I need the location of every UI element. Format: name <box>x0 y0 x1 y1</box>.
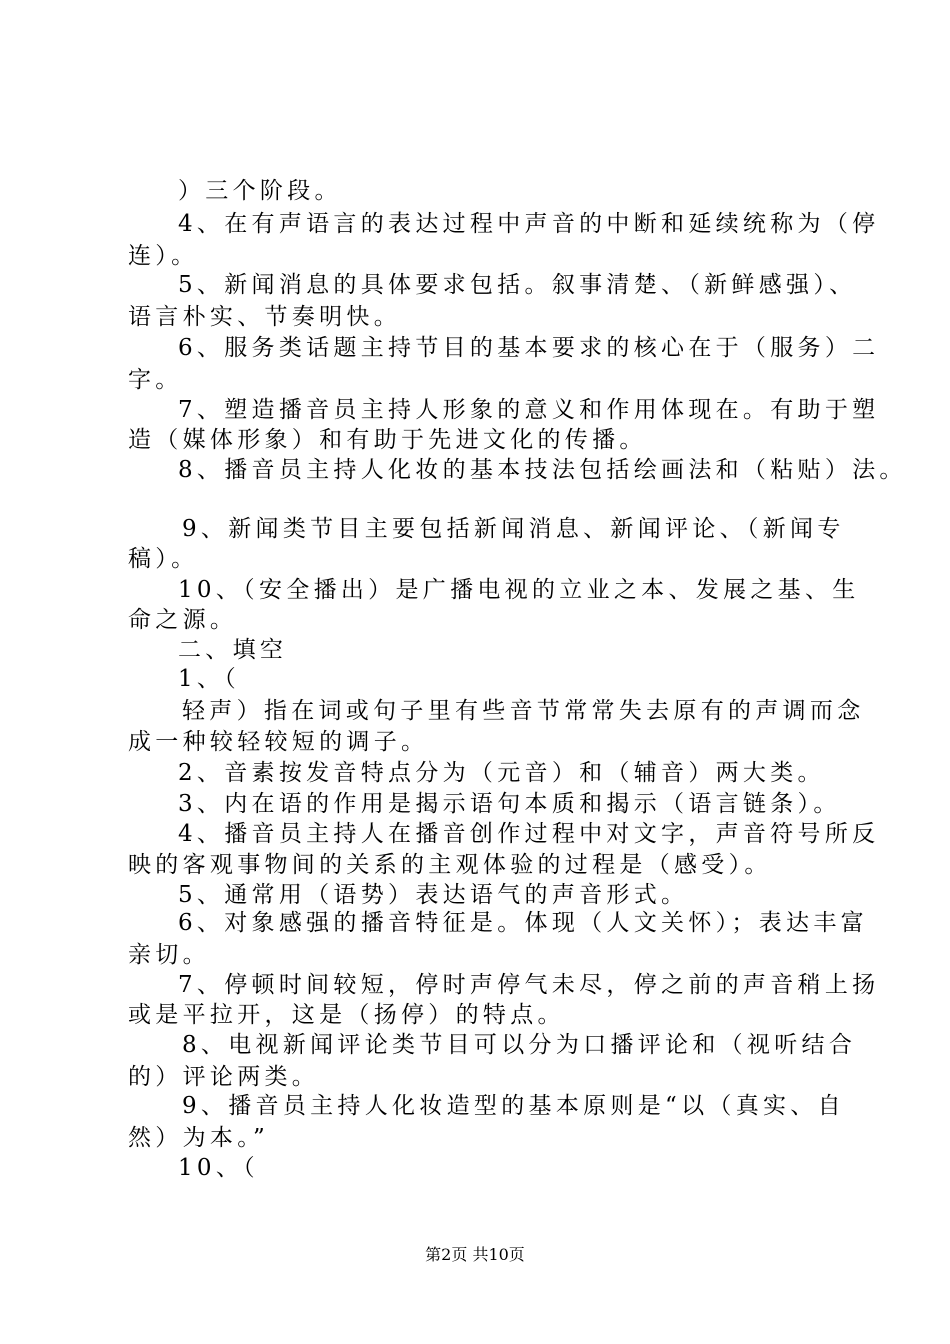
text-line-14: 命之源。 <box>128 607 238 633</box>
text-line-8: 7、塑造播音员主持人形象的意义和作用体现在。有助于塑 <box>178 397 880 423</box>
page-number-footer: 第2页 共10页 <box>425 1245 525 1264</box>
text-line-25: 亲切。 <box>128 942 210 968</box>
text-line-21: 4、播音员主持人在播音创作过程中对文字，声音符号所反 <box>178 821 880 847</box>
text-line-2: 4、在有声语言的表达过程中声音的中断和延续统称为（停 <box>178 211 880 237</box>
text-line-7: 字。 <box>128 367 183 393</box>
text-line-28: 8、电视新闻评论类节目可以分为口播评论和（视听结合 <box>182 1032 857 1058</box>
text-line-29: 的）评论两类。 <box>128 1064 320 1090</box>
text-line-5: 语言朴实、节奏明快。 <box>128 304 401 330</box>
text-line-1: ）三个阶段。 <box>178 178 342 204</box>
text-line-6: 6、服务类话题主持节目的基本要求的核心在于（服务）二 <box>178 335 880 361</box>
text-line-24: 6、对象感强的播音特征是。体现（人文关怀）；表达丰富 <box>178 910 868 936</box>
text-line-9: 造（媒体形象）和有助于先进文化的传播。 <box>128 427 647 453</box>
text-line-18: 成一种较轻较短的调子。 <box>128 729 429 755</box>
section-heading-fill-in: 二、填空 <box>178 637 288 663</box>
text-line-3: 连）。 <box>128 243 199 269</box>
text-line-17: 轻声）指在词或句子里有些音节常常失去原有的声调而念 <box>182 698 865 724</box>
text-line-27: 或是平拉开，这是（扬停）的特点。 <box>128 1002 565 1028</box>
text-line-19: 2、音素按发音特点分为（元音）和（辅音）两大类。 <box>178 760 825 786</box>
text-line-10: 8、播音员主持人化妆的基本技法包括绘画法和（粘贴）法。 <box>178 457 907 483</box>
text-line-16: 1、（ <box>178 666 241 692</box>
text-line-11: 9、新闻类节目主要包括新闻消息、新闻评论、（新闻专 <box>182 516 845 542</box>
text-line-4: 5、新闻消息的具体要求包括。叙事清楚、（新鲜感强）、 <box>178 272 857 298</box>
text-line-12: 稿）。 <box>128 546 199 572</box>
text-line-13: 10、（安全播出）是广播电视的立业之本、发展之基、生 <box>178 577 860 603</box>
text-line-20: 3、内在语的作用是揭示语句本质和揭示（语言链条）。 <box>178 791 841 817</box>
text-line-32: 10、（ <box>178 1155 259 1181</box>
text-line-30: 9、播音员主持人化妆造型的基本原则是“以（真实、自 <box>182 1093 845 1119</box>
text-line-26: 7、停顿时间较短，停时声停气未尽，停之前的声音稍上扬 <box>178 972 880 998</box>
text-line-31: 然）为本。” <box>128 1125 270 1151</box>
text-line-23: 5、通常用（语势）表达语气的声音形式。 <box>178 882 689 908</box>
text-line-22: 映的客观事物间的关系的主观体验的过程是（感受）。 <box>128 852 772 878</box>
